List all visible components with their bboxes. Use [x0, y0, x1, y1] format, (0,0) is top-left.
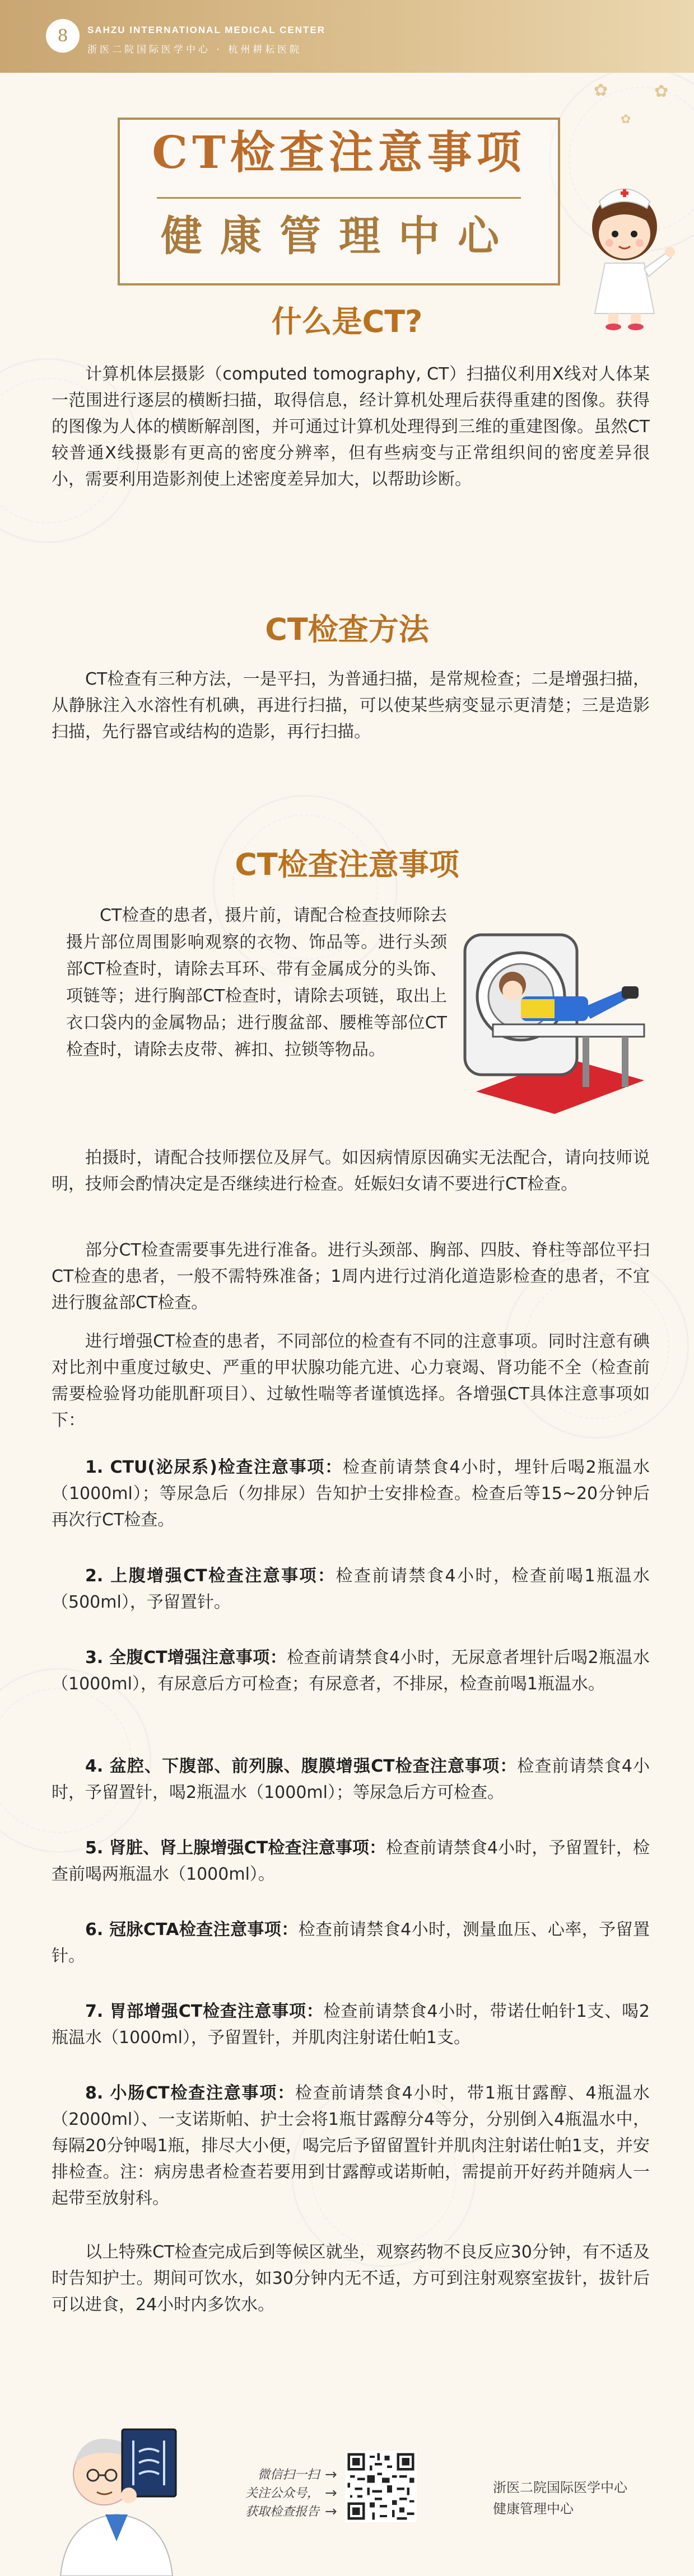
section-body-what-is-ct: 计算机体层摄影（computed tomography, CT）扫描仪利用X线对人体某一范围进行逐层的横断扫描，取得信息，经计算机处理后获得重建的图像。获得的图像为人体的横断解剖图，并可通过计算机处理得到三维的重建图像。虽然CT较普通X线摄影有更高的密度分辨率，但有些病变与正常组织间的密度差异很小，需要利用造影剂使上述密度差异加大，以帮助诊断。 [52, 364, 650, 489]
note-item-label: 4. 盆腔、下腹部、前列腺、腹膜增强CT检查注意事项： [85, 1757, 518, 1776]
wechat-line: 关注公众号， [245, 2486, 319, 2500]
header-bar [0, 0, 694, 73]
footer-organization [493, 2477, 627, 2519]
clover-decoration-icon: ✿ [594, 81, 608, 100]
hospital-logo-icon: 8 [46, 19, 80, 53]
logo-english-name: SAHZU INTERNATIONAL MEDICAL CENTER [87, 25, 325, 35]
contrast-ct-note-item [52, 2080, 650, 2212]
contrast-ct-note-item [52, 1998, 650, 2051]
note-item-label: 1. CTU(泌尿系)检查注意事项： [85, 1458, 343, 1477]
note-item-label: 3. 全腹CT增强注意事项： [85, 1648, 287, 1668]
section-heading-ct-precautions: CT检查注意事项 [235, 847, 459, 882]
ct-scanner-illustration-icon [454, 924, 655, 1114]
note-item-text: 检查前请禁食4小时，带1瓶甘露醇、4瓶温水（2000ml）、一支诺斯帕、护士会将1瓶甘露醇分4等分，分别倒入4瓶温水中，每隔20分钟喝1瓶，排尽大小便，喝完后予留留置针并肌肉注射诺仕帕1支，并安排检查。注：病房患者检查若要用到甘露醇或诺斯帕，需提前开好药并随病人一起带至放射科。 [52, 2083, 650, 2208]
contrast-ct-note-item [52, 1454, 650, 1533]
doctor-xray-cartoon-icon [49, 2390, 184, 2576]
note-item-label: 7. 胃部增强CT检查注意事项： [85, 2002, 324, 2021]
note-item-text: 检查前请禁食4小时，予留置针，检查前喝两瓶温水（1000ml）。 [52, 1838, 650, 1884]
wechat-line: 获取检查报告 [245, 2505, 319, 2519]
note-item-text: 检查前请禁食4小时，埋针后喝2瓶温水（1000ml）；等尿急后（勿排尿）告知护士安排检查。检查后等15~20分钟后再次行CT检查。 [52, 1458, 650, 1530]
note-item-label: 6. 冠脉CTA检查注意事项： [85, 1920, 299, 1940]
note-item-text: 检查前请禁食4小时，无尿意者埋针后喝2瓶温水（1000ml），有尿意后方可检查；有尿意者，不排尿，检查前喝1瓶温水。 [52, 1648, 650, 1694]
arrow-right-icon [325, 2466, 337, 2521]
note-item-text: 检查前请禁食4小时，带诺仕帕针1支、喝2瓶温水（1000ml），予留置针，并肌肉注射诺仕帕1支。 [52, 2002, 650, 2048]
arrow-right-icon: → [325, 2485, 337, 2502]
note-item-label: 8. 小肠CT检查注意事项： [85, 2083, 295, 2103]
footer-org-line: 健康管理中心 [493, 2501, 574, 2517]
after-exam-paragraph: 以上特殊CT检查完成后到等候区就坐，观察药物不良反应30分钟，有不适及时告知护士。期间可饮水，如30分钟内无不适，方可到注射观察室拔针，拔针后可以进食，24小时内多饮水。 [52, 2242, 650, 2315]
contrast-ct-note-item [52, 1645, 650, 1697]
clover-decoration-icon: ✿ [654, 82, 669, 101]
precaution-paragraph: CT检查的患者，摄片前，请配合检查技师除去摄片部位周围影响观察的衣物、饰品等。进行头颈部CT检查时，请除去耳环、带有金属成分的头饰、项链等；进行胸部CT检查时，请除去项链，取出上衣口袋内的金属物品；进行腹盆部、腰椎等部位CT检查时，请除去皮带、裤扣、拉锁等物品。 [66, 906, 447, 1060]
section-body-ct-methods: CT检查有三种方法，一是平扫，为普通扫描，是常规检查；二是增强扫描，从静脉注入水溶性有机碘，再进行扫描，可以使某些病变显示更清楚；三是造影扫描，先行器官或结构的造影，再行扫描。 [52, 669, 650, 742]
precaution-paragraph: 进行增强CT检查的患者，不同部位的检查有不同的注意事项。同时注意有碘对比剂中重度过敏史、严重的甲状腺功能亢进、心力衰竭、肾功能不全（检查前需要检验肾功能肌酐项目）、过敏性喘等者谨慎选择。各增强CT具体注意事项如下： [52, 1332, 650, 1430]
contrast-ct-note-item [52, 1753, 650, 1806]
precaution-paragraph: 拍摄时，请配合技师摆位及屏气。如因病情原因确实无法配合，请向技师说明，技师会酌情决定是否继续进行检查。妊娠妇女请不要进行CT检查。 [52, 1148, 650, 1194]
page-title: CT检查注意事项 [152, 126, 526, 179]
note-item-text: 检查前请禁食4小时，测量血压、心率，予留置针。 [52, 1920, 650, 1966]
note-item-label: 2. 上腹增强CT检查注意事项： [85, 1566, 336, 1586]
contrast-ct-note-item [52, 1917, 650, 1969]
note-item-text: 检查前请禁食4小时，予留置针，喝2瓶温水（1000ml）；等尿急后方可检查。 [52, 1757, 650, 1802]
arrow-right-icon: → [325, 2503, 337, 2520]
note-item-label: 5. 肾脏、肾上腺增强CT检查注意事项： [85, 1838, 386, 1858]
contrast-ct-note-item [52, 1563, 650, 1615]
note-item-text: 检查前请禁食4小时，检查前喝1瓶温水（500ml），予留置针。 [52, 1566, 650, 1612]
footer-org-line: 浙医二院国际医学中心 [493, 2480, 627, 2495]
contrast-ct-note-item [52, 1835, 650, 1887]
precaution-paragraph: 部分CT检查需要事先进行准备。进行头颈部、胸部、四肢、脊柱等部位平扫CT检查的患者，一般不需特殊准备；1周内进行过消化道造影检查的患者，不宜进行腹盆部CT检查。 [52, 1240, 650, 1313]
page-subtitle: 健康管理中心 [161, 212, 517, 260]
title-divider [157, 197, 521, 199]
wechat-qr-code[interactable] [345, 2451, 417, 2522]
clover-decoration-icon: ✿ [621, 113, 631, 127]
section-heading-ct-methods: CT检查方法 [265, 612, 429, 647]
section-heading-what-is-ct: 什么是CT? [271, 304, 423, 339]
wechat-follow-text [196, 2466, 319, 2521]
wechat-line: 微信扫一扫 [257, 2468, 319, 2482]
arrow-right-icon: → [325, 2466, 337, 2483]
logo-chinese-name: 浙医二院国际医学中心 · 杭州耕耘医院 [87, 44, 302, 55]
